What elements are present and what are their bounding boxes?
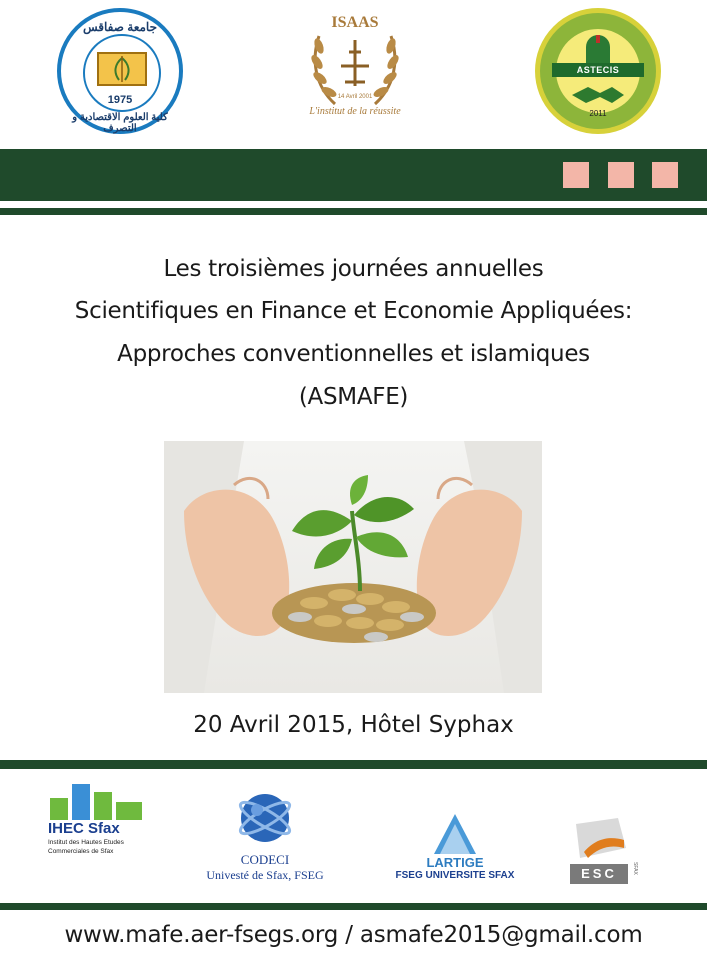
fseg-logo-year: 1975 bbox=[107, 94, 133, 106]
isaas-logo-date: 14 Avril 2001 bbox=[337, 94, 373, 100]
mosque-icon bbox=[578, 33, 618, 63]
event-title-line-1: Les troisièmes journées annuelles bbox=[163, 256, 544, 282]
globe-icon bbox=[235, 788, 295, 848]
astecis-logo bbox=[535, 8, 661, 134]
ihec-name: IHEC Sfax bbox=[48, 820, 120, 837]
lartige-subtitle: FSEG UNIVERSITE SFAX bbox=[395, 870, 515, 881]
esc-name: ESC bbox=[570, 864, 628, 884]
astecis-logo-year: 2011 bbox=[589, 109, 607, 118]
event-title-line-3: Approches conventionnelles et islamiques bbox=[117, 341, 590, 367]
lartige-name: LARTIGE bbox=[426, 855, 484, 870]
ihec-logo bbox=[48, 780, 158, 870]
astecis-logo-banner: ASTECIS bbox=[552, 63, 644, 77]
fseg-logo-arabic-bottom: كلية العلوم الاقتصادية و التصرف bbox=[72, 112, 168, 134]
header-thin-rule bbox=[0, 208, 707, 215]
contact-line: www.mafe.aer-fsegs.org / asmafe2015@gmail.com bbox=[64, 922, 643, 948]
esc-shape-icon bbox=[570, 818, 630, 864]
event-date-place: 20 Avril 2015, Hôtel Syphax bbox=[193, 712, 514, 738]
isaas-logo bbox=[295, 10, 415, 130]
codeci-name: CODECI bbox=[240, 852, 290, 867]
header-band bbox=[0, 149, 707, 201]
isaas-logo-tagline: L'institut de la réussite bbox=[309, 106, 401, 117]
fseg-logo bbox=[57, 8, 183, 134]
ihec-blocks-icon bbox=[48, 780, 148, 820]
esc-side-text: SFAX bbox=[632, 862, 638, 875]
lartige-triangle-icon bbox=[434, 814, 476, 854]
partners-bottom-rule bbox=[0, 903, 707, 910]
decor-square-3 bbox=[652, 162, 678, 188]
handshake-icon bbox=[570, 79, 626, 105]
partners-top-rule bbox=[0, 760, 707, 769]
codeci-logo bbox=[190, 780, 340, 890]
fseg-logo-arabic-top: جامعة صفاقس bbox=[82, 20, 157, 34]
lartige-logo bbox=[386, 810, 524, 890]
hands-coins-plant-image bbox=[164, 441, 542, 693]
event-title-line-2: Scientifiques en Finance et Economie Appliquées: bbox=[74, 298, 633, 324]
event-title-acronym: (ASMAFE) bbox=[298, 384, 409, 410]
isaas-logo-name: ISAAS bbox=[331, 14, 379, 31]
ihec-subtitle: Institut des Hautes Etudes Commerciales de Sfax bbox=[48, 839, 124, 855]
book-icon bbox=[97, 52, 147, 86]
esc-logo bbox=[570, 818, 642, 888]
decor-square-1 bbox=[563, 162, 589, 188]
decor-square-2 bbox=[608, 162, 634, 188]
codeci-subtitle: Univesté de Sfax, FSEG bbox=[206, 868, 324, 882]
